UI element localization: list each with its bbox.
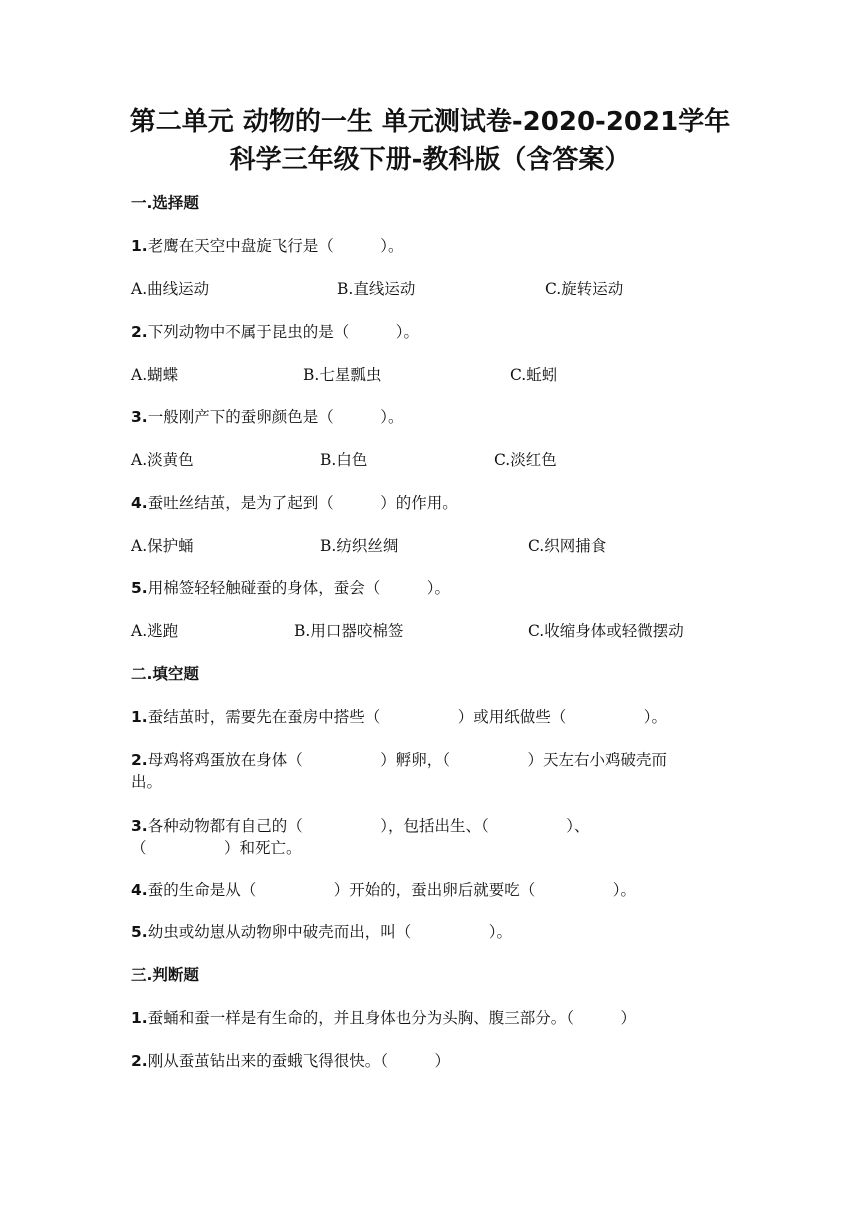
question-number: 1. bbox=[131, 708, 148, 726]
question-number: 3. bbox=[131, 408, 148, 426]
option-c: C.旋转运动 bbox=[545, 280, 624, 298]
question-choice-5 bbox=[131, 577, 731, 599]
option-b: B.直线运动 bbox=[337, 280, 416, 298]
question-number: 4. bbox=[131, 494, 148, 512]
document-title-line-2: 科学三年级下册-教科版（含答案） bbox=[229, 145, 631, 175]
question-number: 2. bbox=[131, 1052, 148, 1070]
option-c: C.蚯蚓 bbox=[510, 366, 558, 384]
question-judge-1 bbox=[131, 1007, 731, 1029]
question-text: 下列动物中不属于昆虫的是（ ）。 bbox=[147, 323, 419, 341]
option-c: C.收缩身体或轻微摆动 bbox=[528, 622, 684, 640]
question-judge-2 bbox=[131, 1050, 731, 1072]
question-text: 蚕蛹和蚕一样是有生命的，并且身体也分为头胸、腹三部分。（ ） bbox=[147, 1009, 636, 1027]
question-text: 蚕吐丝结茧，是为了起到（ ）的作用。 bbox=[147, 494, 458, 512]
question-fill-1 bbox=[131, 706, 731, 728]
section-heading-fill: 二.填空题 bbox=[131, 665, 199, 683]
question-text: 老鹰在天空中盘旋飞行是（ ）。 bbox=[147, 237, 404, 255]
question-text: 用棉签轻轻触碰蚕的身体，蚕会（ ）。 bbox=[147, 579, 450, 597]
question-text-continued: （ ）和死亡。 bbox=[131, 839, 302, 857]
question-choice-1 bbox=[131, 235, 731, 257]
option-a: A.淡黄色 bbox=[131, 451, 194, 469]
question-fill-4 bbox=[131, 879, 731, 901]
question-text: 蚕的生命是从（ ）开始的，蚕出卵后就要吃（ ）。 bbox=[147, 881, 636, 899]
option-c: C.织网捕食 bbox=[528, 537, 607, 555]
question-number: 2. bbox=[131, 751, 148, 769]
option-b: B.白色 bbox=[320, 451, 368, 469]
question-number: 5. bbox=[131, 579, 148, 597]
question-number: 2. bbox=[131, 323, 148, 341]
question-fill-3 bbox=[131, 815, 731, 859]
option-b: B.用口器咬棉签 bbox=[294, 622, 404, 640]
question-number: 4. bbox=[131, 881, 148, 899]
option-a: A.保护蛹 bbox=[131, 537, 194, 555]
question-choice-3 bbox=[131, 406, 731, 428]
question-number: 1. bbox=[131, 237, 148, 255]
question-text: 蚕结茧时，需要先在蚕房中搭些（ ）或用纸做些（ ）。 bbox=[147, 708, 667, 726]
option-a: A.曲线运动 bbox=[131, 280, 210, 298]
question-fill-5 bbox=[131, 921, 731, 943]
option-a: A.蝴蝶 bbox=[131, 366, 179, 384]
question-number: 1. bbox=[131, 1009, 148, 1027]
section-heading-judge: 三.判断题 bbox=[131, 966, 199, 984]
option-b: B.七星瓢虫 bbox=[303, 366, 382, 384]
question-text: 一般刚产下的蚕卵颜色是（ ）。 bbox=[147, 408, 404, 426]
question-text-continued: 出。 bbox=[131, 773, 163, 791]
question-number: 3. bbox=[131, 817, 148, 835]
option-c: C.淡红色 bbox=[494, 451, 557, 469]
question-text: 母鸡将鸡蛋放在身体（ ）孵卵，（ ）天左右小鸡破壳而 bbox=[147, 751, 667, 769]
question-choice-4 bbox=[131, 492, 731, 514]
question-text: 幼虫或幼崽从动物卵中破壳而出，叫（ ）。 bbox=[147, 923, 512, 941]
section-heading-choice: 一.选择题 bbox=[131, 194, 199, 212]
option-b: B.纺织丝绸 bbox=[320, 537, 399, 555]
question-choice-2 bbox=[131, 321, 731, 343]
question-number: 5. bbox=[131, 923, 148, 941]
option-a: A.逃跑 bbox=[131, 622, 179, 640]
document-title-line-1: 第二单元 动物的一生 单元测试卷-2020-2021学年 bbox=[129, 107, 731, 137]
question-text: 刚从蚕茧钻出来的蚕蛾飞得很快。（ ） bbox=[147, 1052, 450, 1070]
question-fill-2 bbox=[131, 749, 731, 793]
question-text: 各种动物都有自己的（ ），包括出生、（ ）、 bbox=[147, 817, 590, 835]
